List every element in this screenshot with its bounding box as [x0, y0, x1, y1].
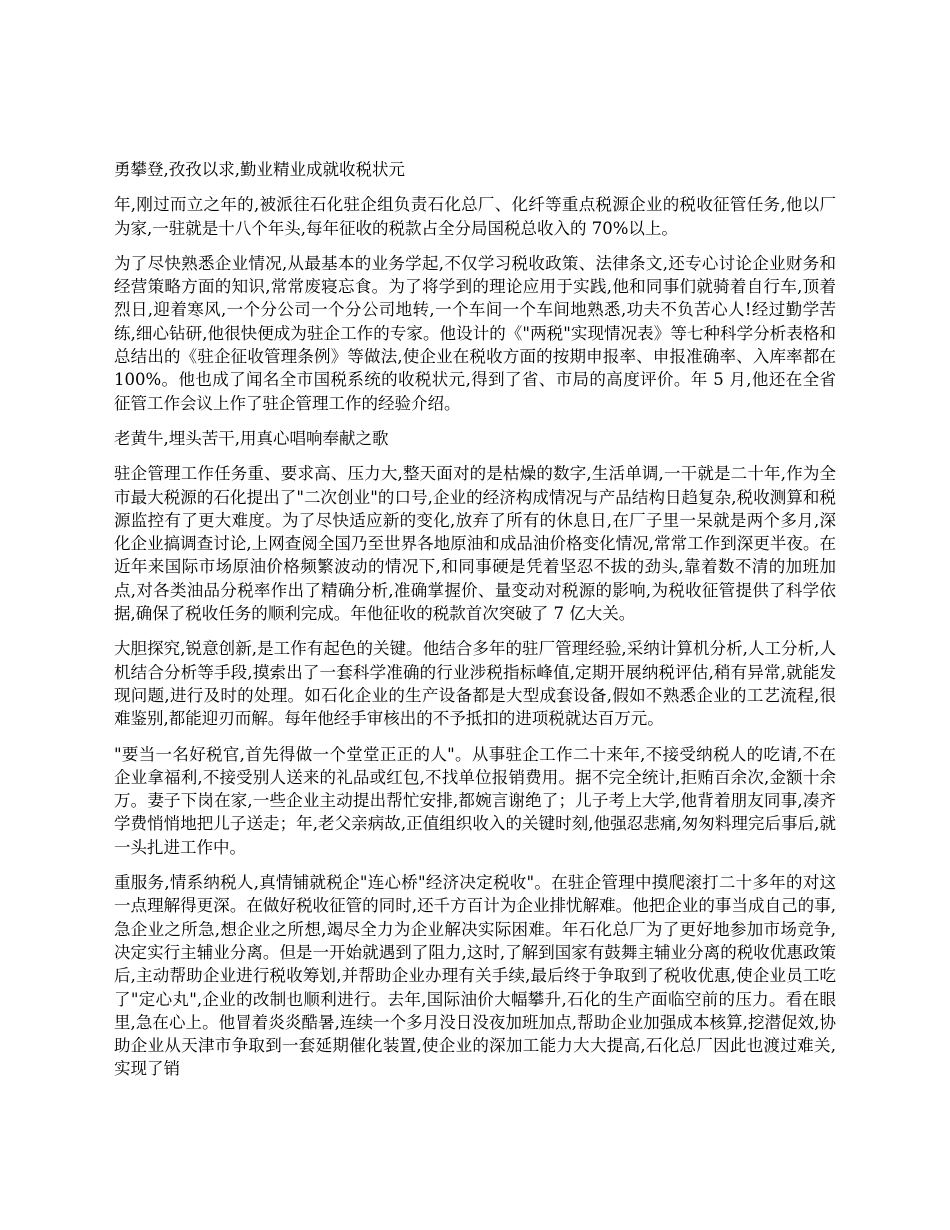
document-page [114, 158, 836, 1093]
paragraph-3: 驻企管理工作任务重、要求高、压力大,整天面对的是枯燥的数字,生活单调,一干就是二十年,作为全市最大税源的石化提出了"二次创业"的口号,企业的经济构成情况与产品结构日趋复杂,税收测算和税源监控有了更大难度。为了尽快适应新的变化,放弃了所有的休息日,在厂子里一呆就是两个多月,深化企业搞调查讨论,上网查阅全国乃至世界各地原油和成品油价格变化情况,常常工作到深更半夜。在近年来国际市场原油价格频繁波动的情况下,和同事硬是凭着坚忍不拔的劲头,靠着数不清的加班加点,对各类油品分税率作出了精确分析,准确掌握价、量变动对税源的影响,为税收征管提供了科学依据,确保了税收任务的顺利完成。年他征收的税款首次突破了 7 亿大关。 [114, 464, 836, 624]
paragraph-1: 年,刚过而立之年的,被派往石化驻企组负责石化总厂、化纤等重点税源企业的税收征管任务,他以厂为家,一驻就是十八个年头,每年征收的税款占全分局国税总收入的 70%以上。 [114, 195, 836, 238]
section-heading-1: 勇攀登,孜孜以求,勤业精业成就收税状元 [114, 160, 405, 179]
paragraph-4: 大胆探究,锐意创新,是工作有起色的关键。他结合多年的驻厂管理经验,采纳计算机分析,人工分析,人机结合分析等手段,摸索出了一套科学准确的行业涉税指标峰值,定期开展纳税评估,稍有异常,就能发现问题,进行及时的处理。如石化企业的生产设备都是大型成套设备,假如不熟悉企业的工艺流程,很难鉴别,都能迎刃而解。每年他经手审核出的不予抵扣的进项税就达百万元。 [114, 639, 836, 729]
paragraph-6: 重服务,情系纳税人,真情铺就税企"连心桥"经济决定税收"。在驻企管理中摸爬滚打二十多年的对这一点理解得更深。在做好税收征管的同时,还千方百计为企业排忧解难。他把企业的事当成自己的事,急企业之所急,想企业之所想,竭尽全力为企业解决实际困难。年石化总厂为了更好地参加市场竞争,决定实行主辅业分离。但是一开始就遇到了阻力,这时,了解到国家有鼓舞主辅业分离的税收优惠政策后,主动帮助企业进行税收筹划,并帮助企业办理有关手续,最后终于争取到了税收优惠,使企业员工吃了"定心丸",企业的改制也顺利进行。去年,国际油价大幅攀升,石化的生产面临空前的压力。看在眼里,急在心上。他冒着炎炎酷暑,连续一个多月没日没夜加班加点,帮助企业加强成本核算,挖潜促效,协助企业从天津市争取到一套延期催化装置,使企业的深加工能力大大提高,石化总厂因此也渡过难关,实现了销 [114, 873, 836, 1079]
section-heading-2: 老黄牛,埋头苦干,用真心唱响奉献之歌 [114, 428, 389, 448]
paragraph-5: "要当一名好税官,首先得做一个堂堂正正的人"。从事驻企工作二十来年,不接受纳税人的吃请,不在企业拿福利,不接受别人送来的礼品或红包,不找单位报销费用。据不完全统计,拒贿百余次,金额十余万。妻子下岗在家,一些企业主动提出帮忙安排,都婉言谢绝了；儿子考上大学,他背着朋友同事,凑齐学费悄悄地把儿子送走；年,老父亲病故,正值组织收入的关键时刻,他强忍悲痛,匆匆料理完后事后,就一头扎进工作中。 [114, 744, 836, 857]
paragraph-2: 为了尽快熟悉企业情况,从最基本的业务学起,不仅学习税收政策、法律条文,还专心讨论企业财务和经营策略方面的知识,常常废寝忘食。为了将学到的理论应用于实践,他和同事们就骑着自行车,顶着烈日,迎着寒风,一个分公司一个分公司地转,一个车间一个车间地熟悉,功夫不负苦心人!经过勤学苦练,细心钻研,他很快便成为驻企工作的专家。他设计的《"两税"实现情况表》等七种科学分析表格和总结出的《驻企征收管理条例》等做法,使企业在税收方面的按期申报率、申报准确率、入库率都在 100%。他也成了闻名全市国税系统的收税状元,得到了省、市局的高度评价。年 5 月,他还在全省征管工作会议上作了驻企管理工作的经验介绍。 [114, 253, 836, 413]
